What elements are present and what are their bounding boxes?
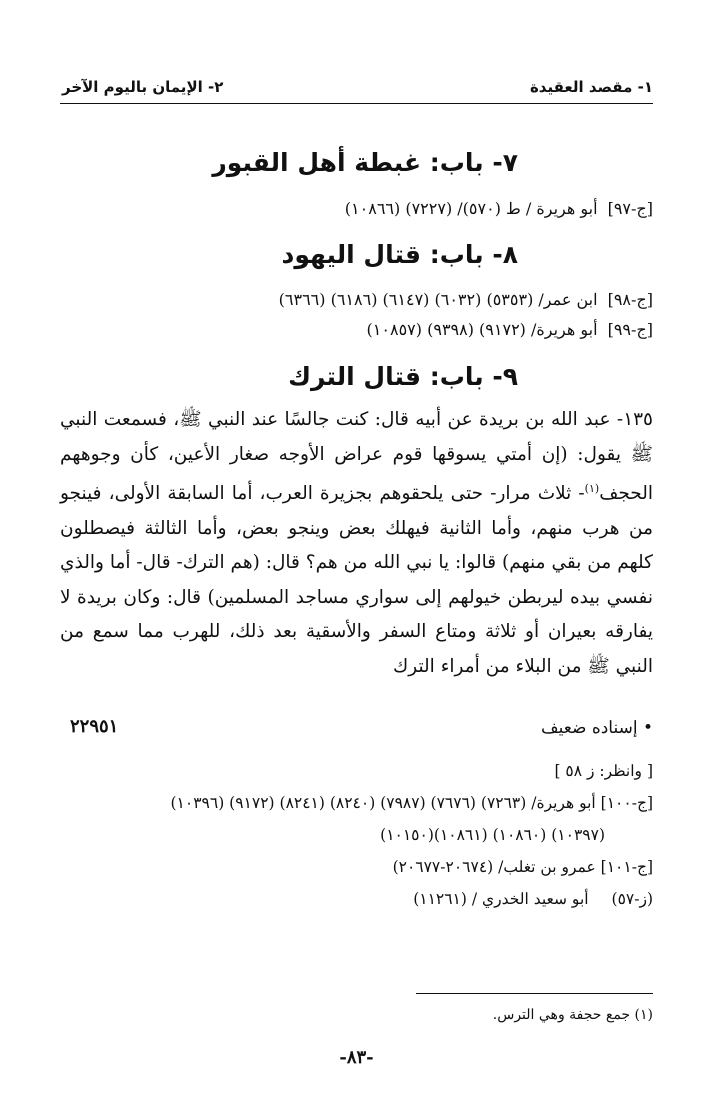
reference-line bbox=[279, 290, 653, 309]
hadith-text bbox=[60, 403, 653, 684]
page-number: -٨٣- bbox=[339, 1047, 374, 1068]
see-also-note: [ وانظر: ز ٥٨ ] bbox=[554, 762, 653, 780]
reference-line bbox=[345, 199, 653, 218]
reference-tag: [ج-١٠٠] bbox=[600, 794, 653, 812]
reference-line bbox=[367, 320, 653, 339]
footnote: (١) جمع حجفة وهي الترس. bbox=[492, 1007, 653, 1023]
reference-line bbox=[170, 794, 653, 812]
section-heading-8: ٨- باب: قتال اليهود bbox=[281, 240, 518, 269]
header-divider bbox=[60, 103, 653, 104]
reference-tag: [ج-٩٨] bbox=[607, 290, 653, 309]
header-chapter-title: ١- مقصد العقيدة bbox=[529, 78, 653, 96]
reference-text: أبو سعيد الخدري / (١١٢٦١) bbox=[413, 890, 589, 908]
hadith-reference-number: ٢٢٩٥١ bbox=[70, 716, 119, 737]
reference-tag: (ز-٥٧) bbox=[611, 890, 653, 908]
footnote-marker: (١) bbox=[584, 482, 600, 495]
reference-text: أبو هريرة / ط (٥٧٠)/ (٧٢٢٧) (١٠٨٦٦) bbox=[344, 199, 598, 218]
reference-text: عمرو بن تغلب/ (٢٠٦٧٤-٢٠٦٧٧) bbox=[392, 858, 596, 876]
grade-label: • إسناده ضعيف bbox=[541, 718, 653, 738]
reference-line bbox=[393, 858, 653, 876]
reference-tag: [ج-٩٩] bbox=[607, 320, 653, 339]
hadith-text-part-2: - ثلاث مرار- حتى يلحقوهم بجزيرة العرب، أما السابقة الأولى، فينجو من هرب منهم، وأما الثانية فيهلك بعض وينجو بعض، وأما الثالثة فيصطلون كلهم من بقي منهم) قالوا: يا نبي الله من هم؟ قال: (هم الترك- قال- أما والذي نفسي بيده ليربطن خيولهم إلى سواري مساجد المسلمين) قال: وكان بريدة لا يفارقه بعيران أو ثلاثة ومتاع السفر والأسقية بعد ذلك، للهرب مما سمع من النبي ﷺ من البلاء من أمراء الترك bbox=[60, 483, 653, 677]
reference-line bbox=[413, 890, 653, 908]
reference-tag: [ج-٩٧] bbox=[607, 199, 653, 218]
section-heading-9: ٩- باب: قتال الترك bbox=[288, 362, 518, 391]
reference-text: أبو هريرة/ (٩١٧٢) (٩٣٩٨) (١٠٨٥٧) bbox=[366, 320, 598, 339]
reference-text: أبو هريرة/ (٧٢٦٣) (٧٦٧٦) (٧٩٨٧) (٨٢٤٠) (٨٢٤١) (٩١٧٢) (١٠٣٩٦) bbox=[170, 794, 596, 812]
section-heading-7: ٧- باب: غبطة أهل القبور bbox=[212, 148, 518, 177]
footnote-divider bbox=[416, 993, 653, 994]
reference-text: ابن عمر/ (٥٣٥٣) (٦٠٣٢) (٦١٤٧) (٦١٨٦) (٦٣٦٦) bbox=[278, 290, 598, 309]
reference-continuation: (١٠٣٩٧) (١٠٨٦٠) (١٠٨٦١)(١٠١٥٠) bbox=[380, 826, 605, 844]
header-section-title: ٢- الإيمان باليوم الآخر bbox=[62, 78, 224, 96]
hadith-text-part-1: ١٣٥- عبد الله بن بريدة عن أبيه قال: كنت جالسًا عند النبي ﷺ، فسمعت النبي ﷺ يقول: (إن أمتي يسوقها قوم عراض الأوجه صغار الأعين، كأن وجوههم الحجف bbox=[60, 409, 653, 505]
reference-tag: [ج-١٠١] bbox=[600, 858, 653, 876]
